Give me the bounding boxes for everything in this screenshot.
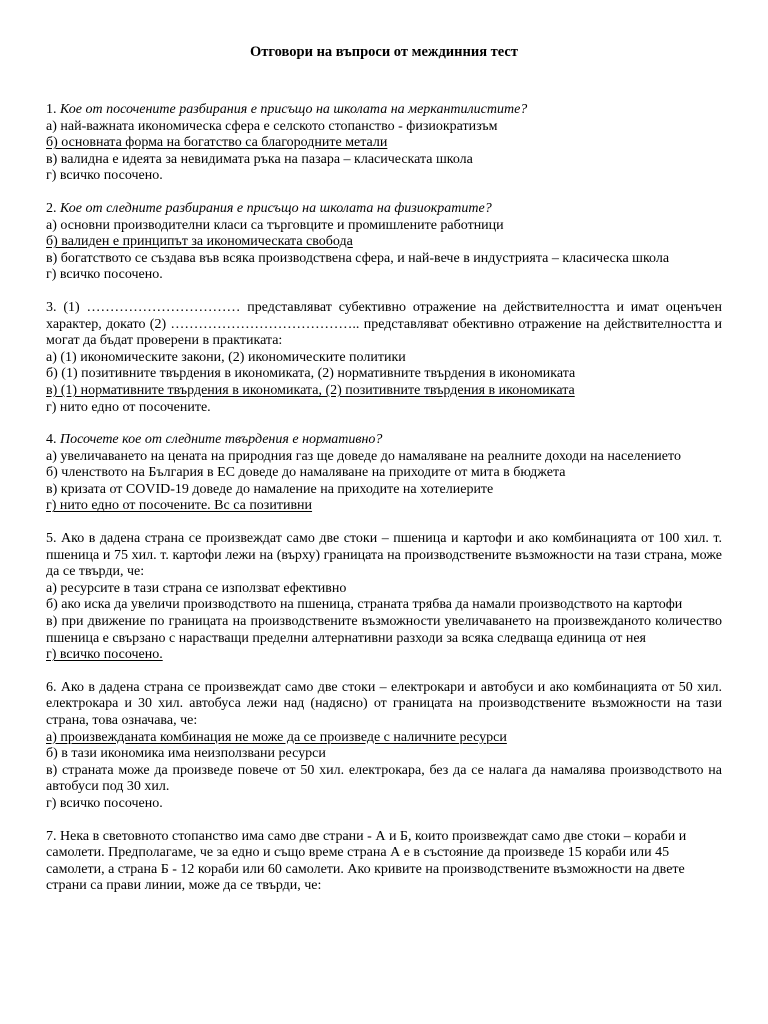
question-3-option-b: б) (1) позитивните твърдения в икономиката, (2) нормативните твърдения в икономиката xyxy=(46,366,576,382)
question-4 xyxy=(46,432,722,515)
question-4-option-c: в) кризата от COVID-19 доведе до намаление на приходите на хотелиерите xyxy=(46,481,494,497)
question-7-stem: 7. Нека в световното стопанство има само две страни - А и Б, които произвеждат само две стоки – кораби и самолети. Предполагаме, че за едно и също време страна А е в състояние да произведе 15 кораби или 45 самолети, а страна Б - 12 кораби или 60 самолети. Ако кривите на производствените възможности на двете страни са прави линии, може да се твърди, че: xyxy=(46,828,687,894)
question-2-stem xyxy=(46,201,722,218)
page-title: Отговори на въпроси от междинния тест xyxy=(250,44,518,60)
question-2-option-d: г) всичко посочено. xyxy=(46,267,163,283)
question-6-stem: 6. Ако в дадена страна се произвеждат само две стоки – електрокари и автобуси и ако комбинацията от 50 хил. електрокара и 30 хил. автобуса лежи над (надясно) от границата на производствените възможности на тази страна, това означава, че: xyxy=(46,679,722,728)
question-2-number: 2. xyxy=(46,200,57,216)
question-1 xyxy=(46,102,722,185)
question-3 xyxy=(46,300,722,416)
question-1-number: 1. xyxy=(46,102,57,117)
question-4-text: Посочете кое от следните твърдения е нормативно? xyxy=(60,432,383,448)
question-4-option-a: а) увеличаването на цената на природния газ ще доведе до намаляване на реалните доходи на населението xyxy=(46,448,681,464)
question-1-option-a: а) най-важната икономическа сфера е селското стопанство - физиократизъм xyxy=(46,118,498,134)
question-2-text: Кое от следните разбирания е присъщо на школата на физиократите? xyxy=(60,200,492,216)
question-5 xyxy=(46,531,722,664)
question-6-option-c: в) страната може да произведе повече от 50 хил. електрокара, без да се налага да намалява производството на автобуси под 30 хил. xyxy=(46,762,722,795)
question-4-option-d-correct: г) нито едно от посочените. Вс са позитивни xyxy=(46,498,313,514)
question-6-option-d: г) всичко посочено. xyxy=(46,795,163,811)
question-2 xyxy=(46,201,722,284)
question-3-option-a: а) (1) икономическите закони, (2) икономическите политики xyxy=(46,349,406,365)
question-1-text: Кое от посочените разбирания е присъщо на школата на меркантилистите? xyxy=(60,102,528,117)
question-6-option-a-correct: а) произвежданата комбинация не може да се произведе с наличните ресурси xyxy=(46,729,507,745)
question-2-option-c: в) богатството се създава във всяка производствена сфера, и най-вече в индустрията – класическа школа xyxy=(46,250,670,266)
question-4-option-b: б) членството на България в ЕС доведе до намаляване на приходите от мита в бюджета xyxy=(46,465,566,481)
question-3-option-c-correct: в) (1) нормативните твърдения в икономиката, (2) позитивните твърдения в икономиката xyxy=(46,382,575,398)
question-7 xyxy=(46,829,722,895)
question-2-option-b-correct: б) валиден е принципът за икономическата свобода xyxy=(46,234,353,250)
question-6-option-b: б) в тази икономика има неизползвани ресурси xyxy=(46,746,326,762)
question-5-option-a: а) ресурсите в тази страна се използват ефективно xyxy=(46,580,347,596)
question-1-stem xyxy=(46,102,722,119)
question-3-option-d: г) нито едно от посочените. xyxy=(46,399,211,415)
question-2-option-a: а) основни производителни класи са търговците и промишлените работници xyxy=(46,217,504,233)
question-1-option-b-correct: б) основната форма на богатство са благородните метали xyxy=(46,135,388,151)
question-5-option-b: б) ако иска да увеличи производството на пшеница, страната трябва да намали производството на картофи xyxy=(46,597,683,613)
question-5-stem: 5. Ако в дадена страна се произвеждат само две стоки – пшеница и картофи и ако комбинацията от 100 хил. т. пшеница и 75 хил. т. картофи лежи на (върху) границата на производствените възможности на тази страна, може да се твърди, че: xyxy=(46,531,722,580)
question-4-number: 4. xyxy=(46,432,57,448)
question-3-stem: 3. (1) …………………………… представляват субективно отражение на действителността и имат оценъчен характер, докато (2) ………………………………….. представляват обективно отражение на действителността и могат да бъдат проверени в практиката: xyxy=(46,299,722,349)
question-5-option-c: в) при движение по границата на производствените възможности увеличаването на произвежданото количество пшеница е свързано с нарастващи пределни алтернативни разходи за всяка следваща единица от нея xyxy=(46,614,722,646)
question-1-option-c: в) валидна е идеята за невидимата ръка на пазара – класическата школа xyxy=(46,151,473,167)
document-page xyxy=(46,42,722,911)
question-1-option-d: г) всичко посочено. xyxy=(46,168,163,184)
question-6 xyxy=(46,680,722,813)
question-5-option-d-correct: г) всичко посочено. xyxy=(46,647,163,663)
question-4-stem xyxy=(46,432,722,449)
